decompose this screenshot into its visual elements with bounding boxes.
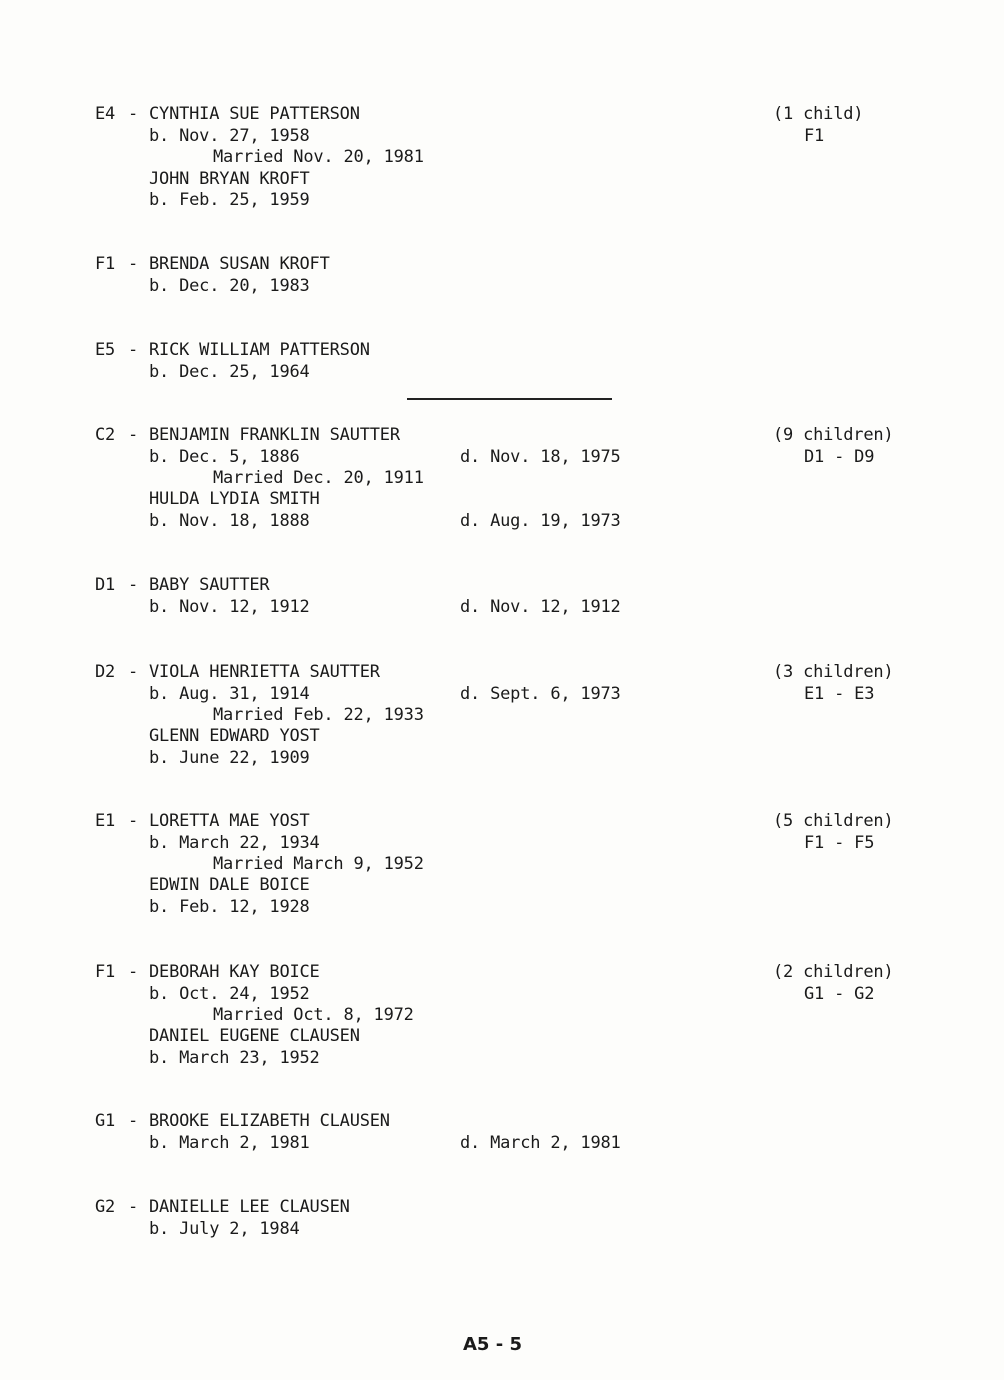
entry-died: d. Nov. 12, 1912 bbox=[460, 597, 621, 617]
entry-children-codes: E1 - E3 bbox=[804, 684, 875, 704]
entry-born: b. Oct. 24, 1952 bbox=[149, 984, 310, 1004]
entry-children-count: (1 child) bbox=[773, 104, 864, 124]
entry-name: BABY SAUTTER bbox=[149, 575, 270, 595]
entry-name: RICK WILLIAM PATTERSON bbox=[149, 340, 370, 360]
section-divider bbox=[407, 398, 612, 400]
entry-children-count: (2 children) bbox=[773, 962, 894, 982]
entry-married: Married Feb. 22, 1933 bbox=[213, 705, 424, 725]
entry-separator: - bbox=[128, 575, 139, 595]
entry-born: b. Dec. 25, 1964 bbox=[149, 362, 310, 382]
entry-separator: - bbox=[128, 104, 139, 124]
entry-born: b. March 22, 1934 bbox=[149, 833, 320, 853]
entry-spouse: DANIEL EUGENE CLAUSEN bbox=[149, 1026, 360, 1046]
entry-name: DEBORAH KAY BOICE bbox=[149, 962, 320, 982]
entry-born: b. Dec. 5, 1886 bbox=[149, 447, 300, 467]
entry-code: D1 bbox=[95, 575, 116, 595]
entry-born: b. March 2, 1981 bbox=[149, 1133, 310, 1153]
entry-code: E1 bbox=[95, 811, 116, 831]
entry-name: BRENDA SUSAN KROFT bbox=[149, 254, 330, 274]
entry-name: BROOKE ELIZABETH CLAUSEN bbox=[149, 1111, 390, 1131]
entry-name: LORETTA MAE YOST bbox=[149, 811, 310, 831]
entry-name: DANIELLE LEE CLAUSEN bbox=[149, 1197, 350, 1217]
entry-separator: - bbox=[128, 254, 139, 274]
entry-spouse-born: b. Nov. 18, 1888 bbox=[149, 511, 310, 531]
entry-separator: - bbox=[128, 1111, 139, 1131]
page-number: A5 - 5 bbox=[463, 1334, 522, 1355]
entry-children-codes: D1 - D9 bbox=[804, 447, 875, 467]
entry-code: G1 bbox=[95, 1111, 116, 1131]
entry-code: E4 bbox=[95, 104, 116, 124]
entry-spouse-born: b. June 22, 1909 bbox=[149, 748, 310, 768]
entry-code: C2 bbox=[95, 425, 116, 445]
entry-name: BENJAMIN FRANKLIN SAUTTER bbox=[149, 425, 400, 445]
entry-code: D2 bbox=[95, 662, 116, 682]
entry-separator: - bbox=[128, 1197, 139, 1217]
entry-code: F1 bbox=[95, 962, 116, 982]
entry-name: VIOLA HENRIETTA SAUTTER bbox=[149, 662, 380, 682]
entry-children-count: (3 children) bbox=[773, 662, 894, 682]
entry-spouse-born: b. March 23, 1952 bbox=[149, 1048, 320, 1068]
entry-died: d. Nov. 18, 1975 bbox=[460, 447, 621, 467]
entry-code: F1 bbox=[95, 254, 116, 274]
entry-born: b. Nov. 12, 1912 bbox=[149, 597, 310, 617]
entry-children-codes: F1 - F5 bbox=[804, 833, 875, 853]
entry-spouse: JOHN BRYAN KROFT bbox=[149, 169, 310, 189]
entry-born: b. July 2, 1984 bbox=[149, 1219, 300, 1239]
entry-born: b. Nov. 27, 1958 bbox=[149, 126, 310, 146]
entry-spouse-born: b. Feb. 12, 1928 bbox=[149, 897, 310, 917]
entry-married: Married Dec. 20, 1911 bbox=[213, 468, 424, 488]
entry-children-codes: G1 - G2 bbox=[804, 984, 875, 1004]
entry-married: Married Oct. 8, 1972 bbox=[213, 1005, 414, 1025]
entry-separator: - bbox=[128, 962, 139, 982]
entry-married: Married March 9, 1952 bbox=[213, 854, 424, 874]
entry-spouse: EDWIN DALE BOICE bbox=[149, 875, 310, 895]
entry-born: b. Aug. 31, 1914 bbox=[149, 684, 310, 704]
entry-children-count: (9 children) bbox=[773, 425, 894, 445]
entry-separator: - bbox=[128, 811, 139, 831]
entry-spouse: GLENN EDWARD YOST bbox=[149, 726, 320, 746]
entry-died: d. March 2, 1981 bbox=[460, 1133, 621, 1153]
entry-code: G2 bbox=[95, 1197, 116, 1217]
entry-married: Married Nov. 20, 1981 bbox=[213, 147, 424, 167]
entry-spouse-died: d. Aug. 19, 1973 bbox=[460, 511, 621, 531]
entry-separator: - bbox=[128, 662, 139, 682]
entry-spouse: HULDA LYDIA SMITH bbox=[149, 489, 320, 509]
entry-spouse-born: b. Feb. 25, 1959 bbox=[149, 190, 310, 210]
entry-name: CYNTHIA SUE PATTERSON bbox=[149, 104, 360, 124]
entry-separator: - bbox=[128, 425, 139, 445]
entry-children-codes: F1 bbox=[804, 126, 825, 146]
entry-code: E5 bbox=[95, 340, 116, 360]
entry-died: d. Sept. 6, 1973 bbox=[460, 684, 621, 704]
entry-separator: - bbox=[128, 340, 139, 360]
entry-children-count: (5 children) bbox=[773, 811, 894, 831]
entry-born: b. Dec. 20, 1983 bbox=[149, 276, 310, 296]
